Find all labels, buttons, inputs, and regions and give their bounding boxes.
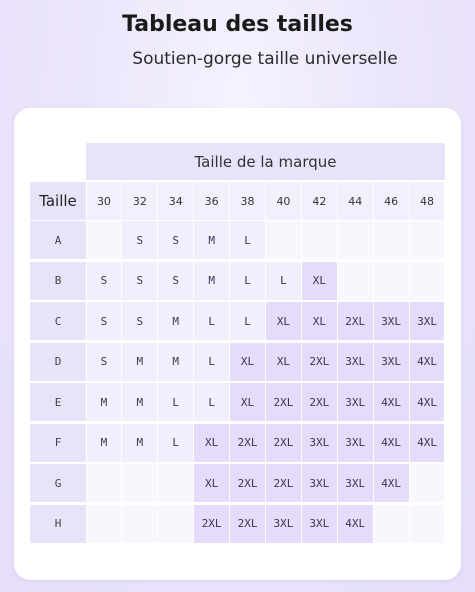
row-header-e: E [30, 383, 86, 421]
size-cell-b-32: S [122, 262, 157, 300]
size-cell-a-40 [266, 221, 301, 259]
size-cell-f-38: 2XL [230, 424, 265, 462]
size-cell-f-36: XL [194, 424, 229, 462]
size-cell-b-30: S [87, 262, 122, 300]
size-cell-g-30 [87, 464, 122, 502]
size-cell-g-36: XL [194, 464, 229, 502]
size-cell-a-48 [410, 221, 445, 259]
size-cell-f-34: L [158, 424, 193, 462]
size-cell-d-34: M [158, 343, 193, 381]
size-cell-f-40: 2XL [266, 424, 301, 462]
size-cell-c-36: L [194, 302, 229, 340]
column-header-40: 40 [266, 182, 301, 220]
column-header-48: 48 [410, 182, 445, 220]
row-header-h: H [30, 505, 86, 543]
row-header-a: A [30, 221, 86, 259]
size-cell-a-46 [374, 221, 409, 259]
size-cell-g-34 [158, 464, 193, 502]
size-cell-e-48: 4XL [410, 383, 445, 421]
size-cell-f-44: 3XL [338, 424, 373, 462]
size-cell-a-36: M [194, 221, 229, 259]
size-cell-b-42: XL [302, 262, 337, 300]
size-cell-c-46: 3XL [374, 302, 409, 340]
size-cell-g-46: 4XL [374, 464, 409, 502]
size-cell-h-38: 2XL [230, 505, 265, 543]
size-cell-d-30: S [87, 343, 122, 381]
size-cell-e-34: L [158, 383, 193, 421]
size-cell-c-32: S [122, 302, 157, 340]
size-cell-c-38: L [230, 302, 265, 340]
size-cell-e-36: L [194, 383, 229, 421]
column-header-42: 42 [302, 182, 337, 220]
size-column-label: Taille [30, 182, 86, 220]
size-cell-g-48 [410, 464, 445, 502]
page-title: Tableau des tailles [122, 12, 353, 37]
size-cell-h-48 [410, 505, 445, 543]
size-cell-e-46: 4XL [374, 383, 409, 421]
size-cell-b-40: L [266, 262, 301, 300]
size-cell-b-48 [410, 262, 445, 300]
size-cell-g-44: 3XL [338, 464, 373, 502]
column-header-32: 32 [122, 182, 157, 220]
size-cell-e-42: 2XL [302, 383, 337, 421]
size-cell-b-34: S [158, 262, 193, 300]
size-cell-f-32: M [122, 424, 157, 462]
size-cell-b-38: L [230, 262, 265, 300]
size-cell-c-44: 2XL [338, 302, 373, 340]
size-cell-b-44 [338, 262, 373, 300]
row-header-b: B [30, 262, 86, 300]
size-cell-a-42 [302, 221, 337, 259]
size-cell-d-36: L [194, 343, 229, 381]
size-cell-a-44 [338, 221, 373, 259]
column-header-46: 46 [374, 182, 409, 220]
size-cell-d-40: XL [266, 343, 301, 381]
row-header-f: F [30, 424, 86, 462]
size-cell-a-32: S [122, 221, 157, 259]
column-header-30: 30 [87, 182, 122, 220]
size-cell-a-38: L [230, 221, 265, 259]
size-cell-d-42: 2XL [302, 343, 337, 381]
size-cell-a-30 [87, 221, 122, 259]
size-cell-h-44: 4XL [338, 505, 373, 543]
size-cell-c-30: S [87, 302, 122, 340]
row-header-c: C [30, 302, 86, 340]
size-cell-d-44: 3XL [338, 343, 373, 381]
size-cell-c-48: 3XL [410, 302, 445, 340]
size-cell-e-44: 3XL [338, 383, 373, 421]
size-cell-c-42: XL [302, 302, 337, 340]
size-cell-g-32 [122, 464, 157, 502]
size-cell-e-38: XL [230, 383, 265, 421]
size-cell-c-34: M [158, 302, 193, 340]
column-header-38: 38 [230, 182, 265, 220]
size-cell-f-42: 3XL [302, 424, 337, 462]
size-cell-h-36: 2XL [194, 505, 229, 543]
row-header-g: G [30, 464, 86, 502]
size-cell-g-40: 2XL [266, 464, 301, 502]
size-cell-d-32: M [122, 343, 157, 381]
size-cell-h-40: 3XL [266, 505, 301, 543]
column-header-36: 36 [194, 182, 229, 220]
size-cell-h-30 [87, 505, 122, 543]
size-cell-f-48: 4XL [410, 424, 445, 462]
size-cell-g-42: 3XL [302, 464, 337, 502]
size-cell-e-30: M [87, 383, 122, 421]
size-cell-c-40: XL [266, 302, 301, 340]
size-cell-e-32: M [122, 383, 157, 421]
size-cell-d-38: XL [230, 343, 265, 381]
size-cell-a-34: S [158, 221, 193, 259]
column-header-34: 34 [158, 182, 193, 220]
size-cell-b-46 [374, 262, 409, 300]
size-cell-f-30: M [87, 424, 122, 462]
brand-size-header: Taille de la marque [86, 143, 445, 180]
size-cell-d-48: 4XL [410, 343, 445, 381]
size-cell-h-46 [374, 505, 409, 543]
size-cell-h-34 [158, 505, 193, 543]
size-cell-g-38: 2XL [230, 464, 265, 502]
size-cell-e-40: 2XL [266, 383, 301, 421]
size-cell-b-36: M [194, 262, 229, 300]
size-cell-h-32 [122, 505, 157, 543]
page-subtitle: Soutien-gorge taille universelle [132, 49, 398, 69]
size-cell-f-46: 4XL [374, 424, 409, 462]
size-cell-d-46: 3XL [374, 343, 409, 381]
row-header-d: D [30, 343, 86, 381]
size-cell-h-42: 3XL [302, 505, 337, 543]
column-header-44: 44 [338, 182, 373, 220]
